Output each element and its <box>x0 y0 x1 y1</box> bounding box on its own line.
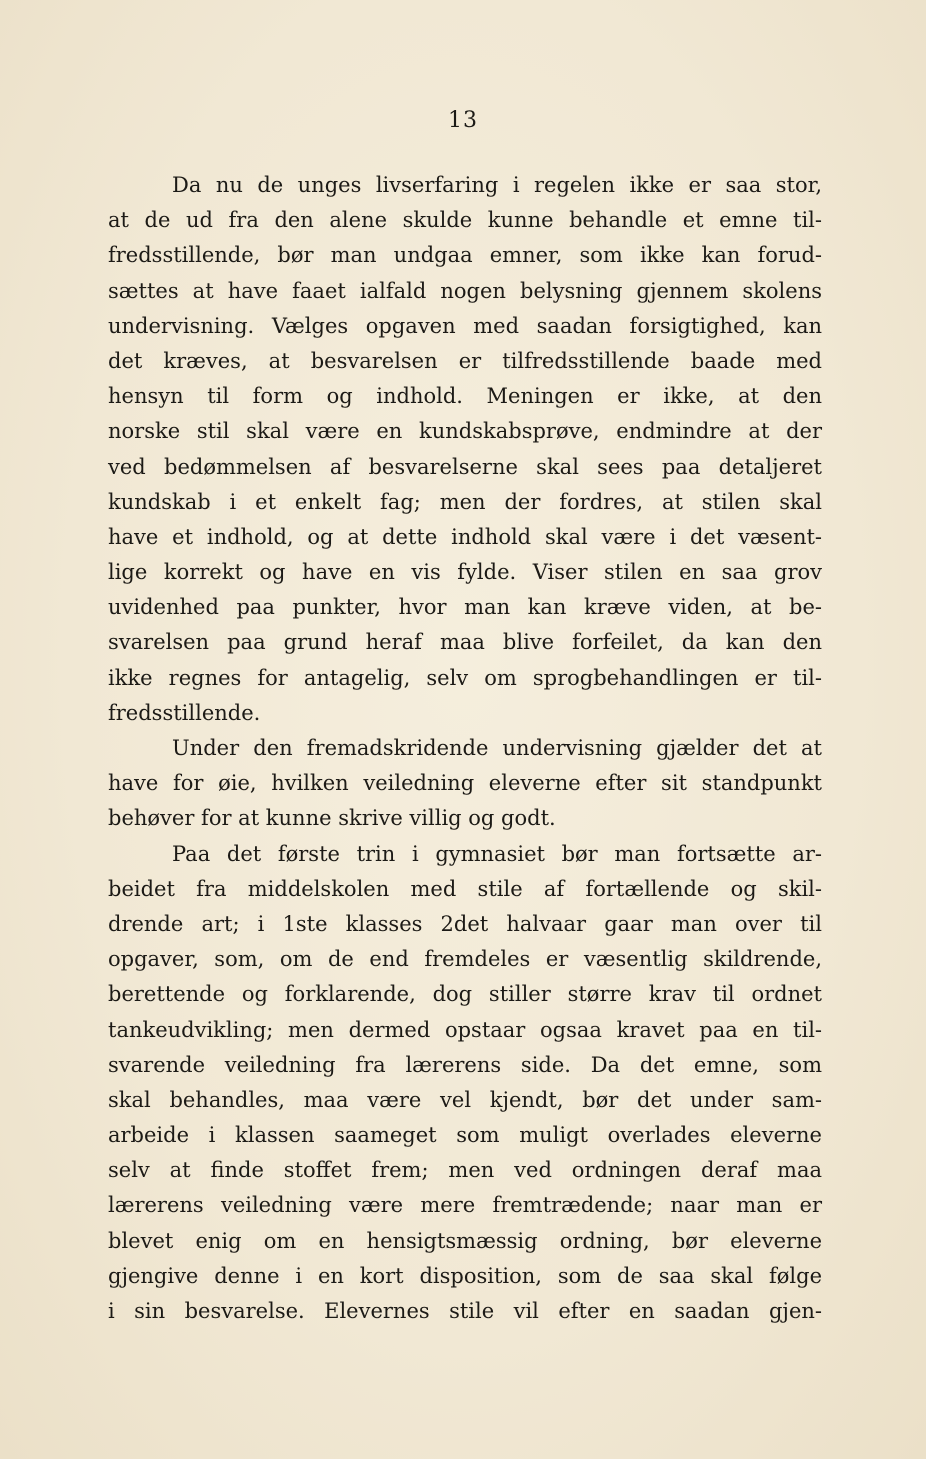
text-line: Under den fremadskridende undervisning gjælder det at <box>172 736 822 760</box>
text-line: drende art; i 1ste klasses 2det halvaar gaar man over til <box>108 911 822 936</box>
text-line: lige korrekt og have en vis fylde. Viser stilen en saa grov <box>108 560 822 585</box>
text-line: selv at finde stoffet frem; men ved ordningen deraf maa <box>108 1158 822 1183</box>
text-line: sættes at have faaet ialfald nogen belysning gjennem skolens <box>108 278 822 303</box>
text-line: at de ud fra den alene skulde kunne behandle et emne til- <box>108 208 822 233</box>
text-line: kundskab i et enkelt fag; men der fordres, at stilen skal <box>108 489 822 514</box>
text-line: ved bedømmelsen af besvarelserne skal sees paa detaljeret <box>108 454 822 479</box>
text-line: have et indhold, og at dette indhold skal være i det væsent- <box>108 524 822 549</box>
text-line: svarende veiledning fra lærerens side. Da det emne, som <box>108 1052 822 1077</box>
text-line: Da nu de unges livserfaring i regelen ikke er saa stor, <box>172 173 822 197</box>
text-line: Paa det første trin i gymnasiet bør man fortsætte ar- <box>172 841 822 866</box>
text-line: beidet fra middelskolen med stile af fortællende og skil- <box>108 876 822 901</box>
text-line: opgaver, som, om de end fremdeles er væsentlig skildrende, <box>108 947 822 972</box>
text-line: arbeide i klassen saameget som muligt overlades eleverne <box>108 1123 822 1148</box>
text-line: hensyn til form og indhold. Meningen er ikke, at den <box>108 384 822 409</box>
text-line: berettende og forklarende, dog stiller større krav til ordnet <box>108 982 822 1007</box>
text-line: uvidenhed paa punkter, hvor man kan kræve viden, at be- <box>108 595 822 620</box>
text-line: ikke regnes for antagelig, selv om sprogbehandlingen er til- <box>108 665 822 690</box>
text-line: undervisning. Vælges opgaven med saadan forsigtighed, kan <box>108 313 822 338</box>
page-number: 13 <box>448 108 478 133</box>
text-line: blevet enig om en hensigtsmæssig ordning, bør eleverne <box>108 1228 822 1253</box>
text-line: have for øie, hvilken veiledning eleverne efter sit standpunkt <box>108 771 822 796</box>
text-line: svarelsen paa grund heraf maa blive forfeilet, da kan den <box>108 630 822 655</box>
text-line: det kræves, at besvarelsen er tilfredsstillende baade med <box>108 348 822 373</box>
text-line: behøver for at kunne skrive villig og godt. <box>108 806 556 831</box>
text-line: skal behandles, maa være vel kjendt, bør det under sam- <box>108 1087 822 1112</box>
text-line: lærerens veiledning være mere fremtrædende; naar man er <box>108 1193 822 1218</box>
text-line: gjengive denne i en kort disposition, som de saa skal følge <box>108 1263 822 1288</box>
text-line: tankeudvikling; men dermed opstaar ogsaa kravet paa en til- <box>108 1017 822 1042</box>
text-line: i sin besvarelse. Elevernes stile vil efter en saadan gjen- <box>108 1299 822 1323</box>
body-text <box>108 168 822 1329</box>
text-line: fredsstillende, bør man undgaa emner, som ikke kan forud- <box>108 243 822 268</box>
text-line: norske stil skal være en kundskabsprøve, endmindre at der <box>108 419 822 444</box>
text-line: fredsstillende. <box>108 700 261 725</box>
